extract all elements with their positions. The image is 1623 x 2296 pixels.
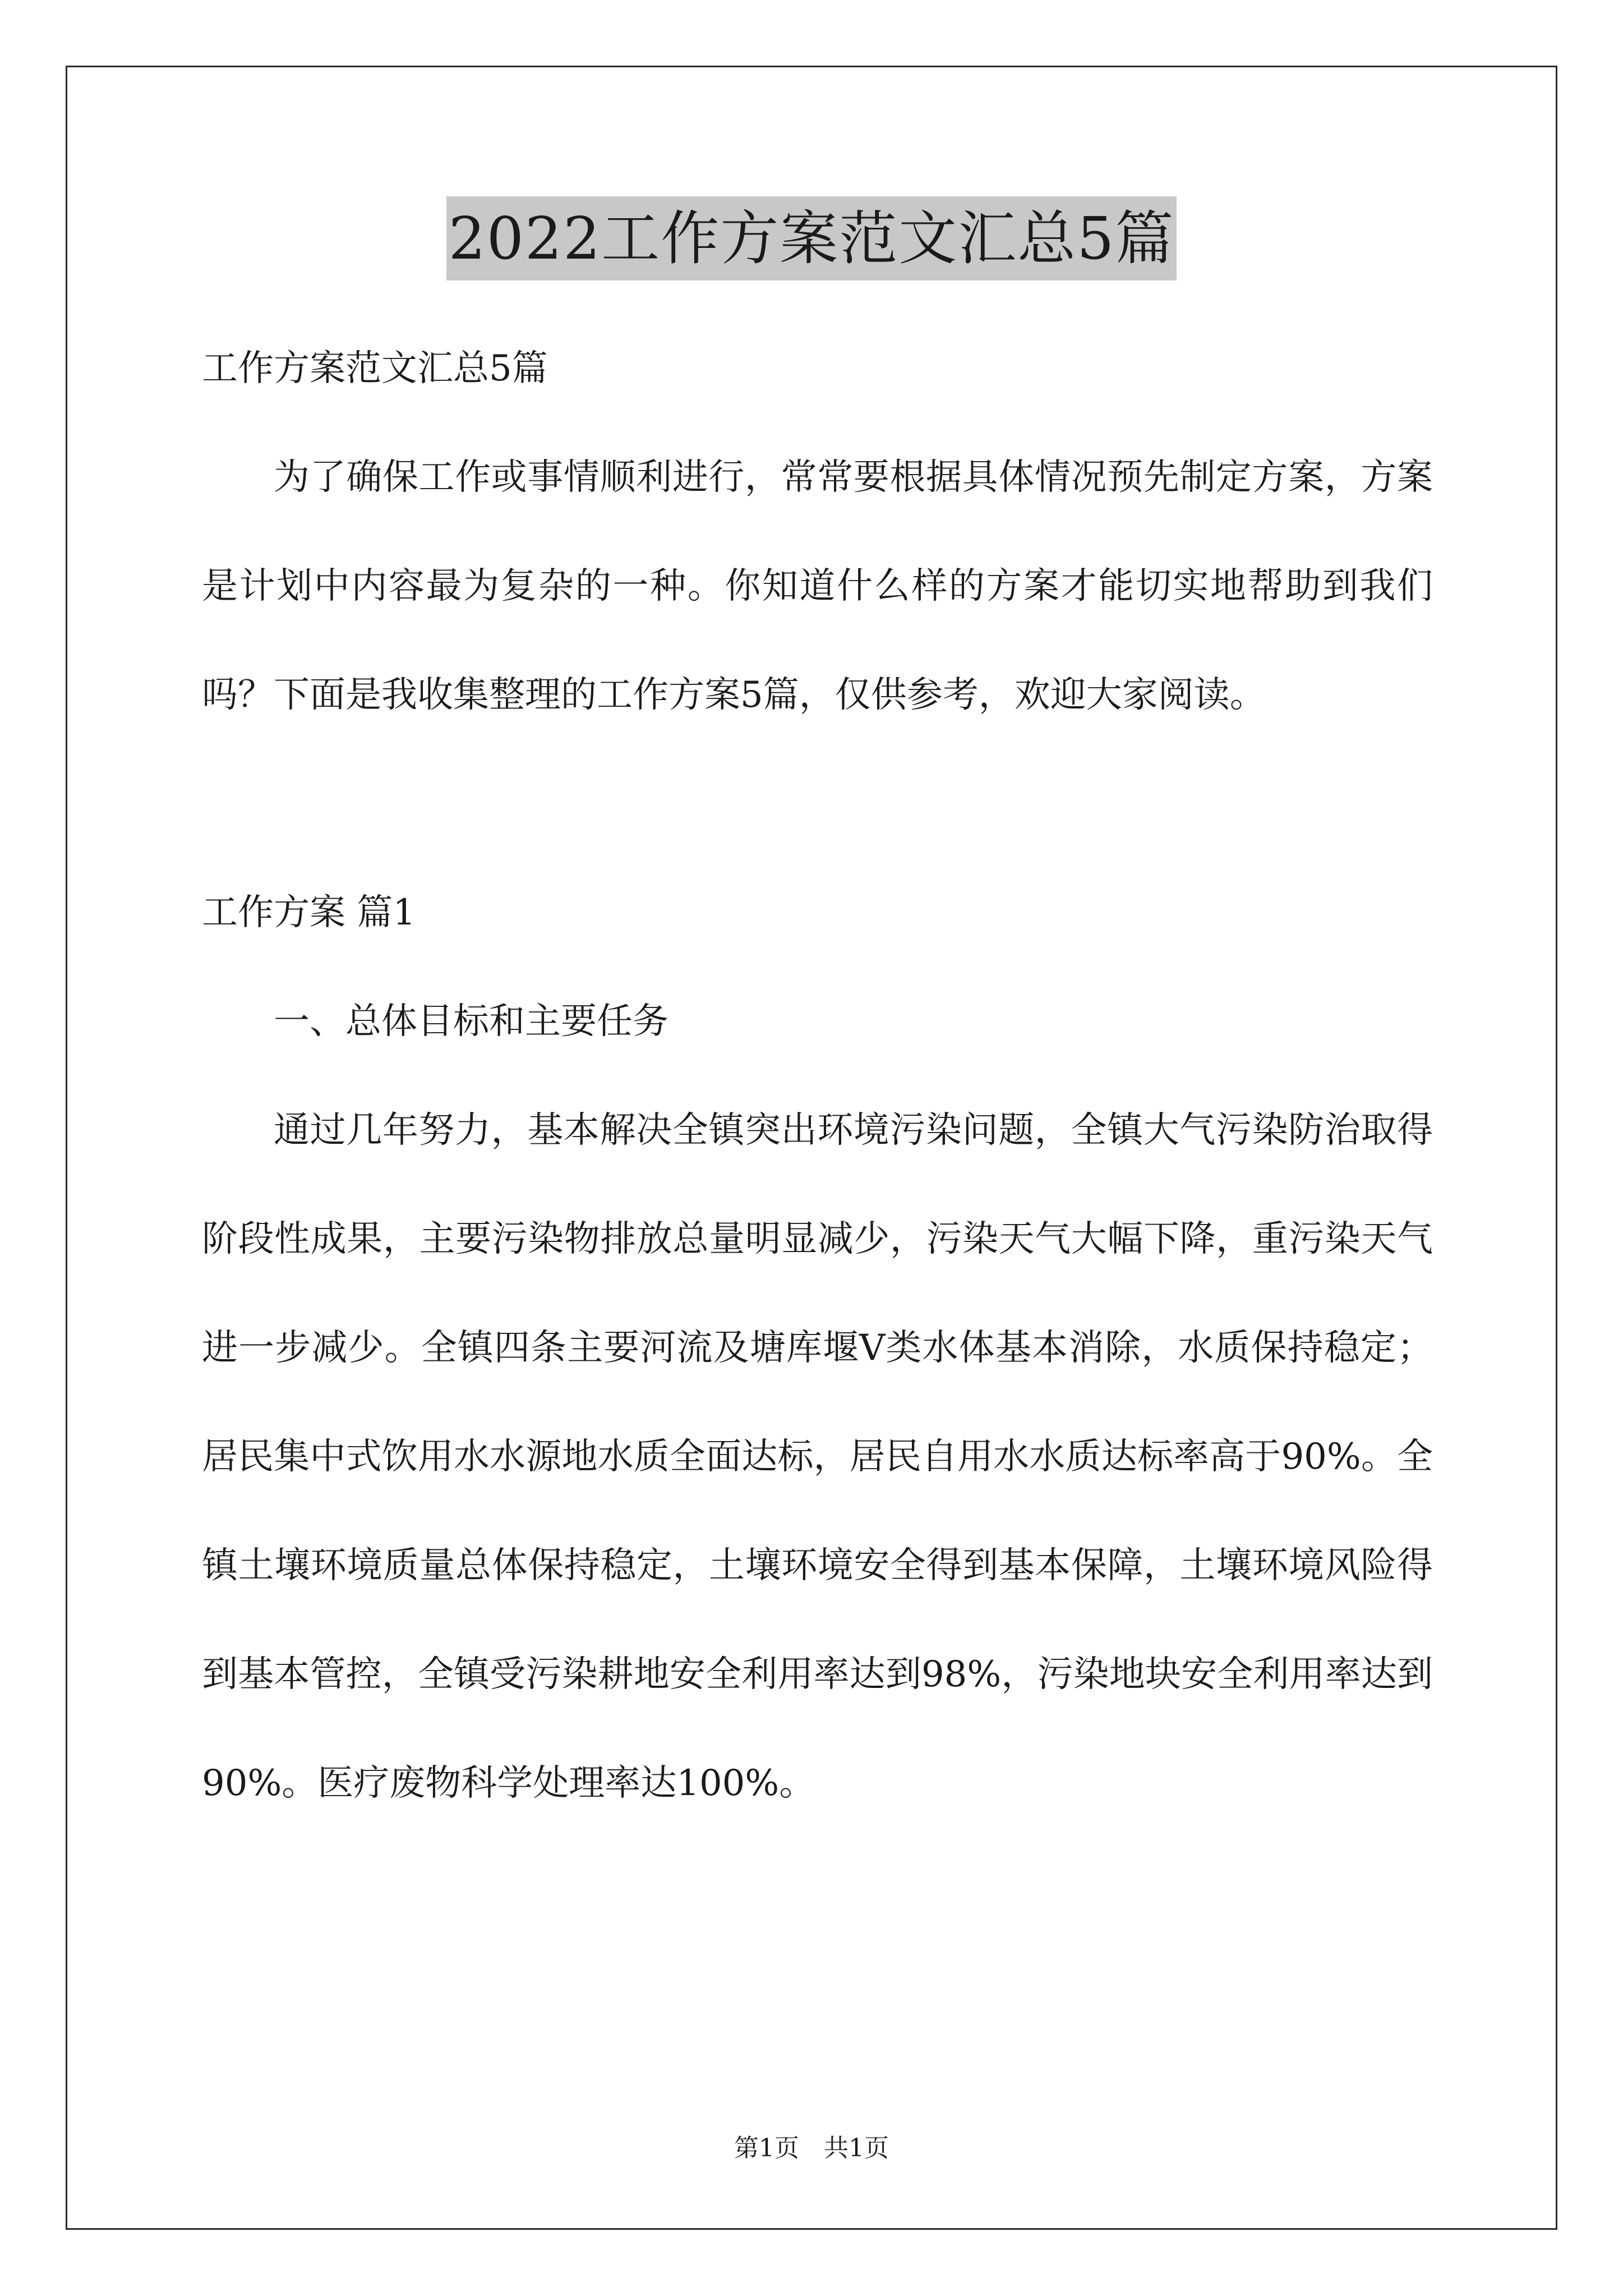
page-number: 第1页 共1页 <box>734 2134 889 2162</box>
title-container <box>0 196 1623 280</box>
intro-paragraph: 为了确保工作或事情顺利进行，常常要根据具体情况预先制定方案，方案是计划中内容最为复杂的一种。你知道什么样的方案才能切实地帮助到我们吗？下面是我收集整理的工作方案5篇，仅供参考，欢迎大家阅读。 <box>202 457 1433 716</box>
section-subheading: 一、总体目标和主要任务 <box>274 1001 668 1042</box>
subtitle: 工作方案范文汇总5篇 <box>202 348 548 389</box>
page-footer <box>0 2132 1623 2165</box>
section-paragraph: 通过几年努力，基本解决全镇突出环境污染问题，全镇大气污染防治取得阶段性成果，主要污染物排放总量明显减少，污染天气大幅下降，重污染天气进一步减少。全镇四条主要河流及塘库堰Ⅴ类水体基本消除，水质保持稳定；居民集中式饮用水水源地水质全面达标，居民自用水水质达标率高于90%。全镇土壤环境质量总体保持稳定，土壤环境安全得到基本保障，土壤环境风险得到基本管控，全镇受污染耕地安全利用率达到98%，污染地块安全利用率达到90%。医疗废物科学处理率达100%。 <box>202 1110 1433 1804</box>
document-title: 2022工作方案范文汇总5篇 <box>446 196 1177 280</box>
document-body <box>202 314 1433 1838</box>
section-heading: 工作方案 篇1 <box>202 892 416 933</box>
